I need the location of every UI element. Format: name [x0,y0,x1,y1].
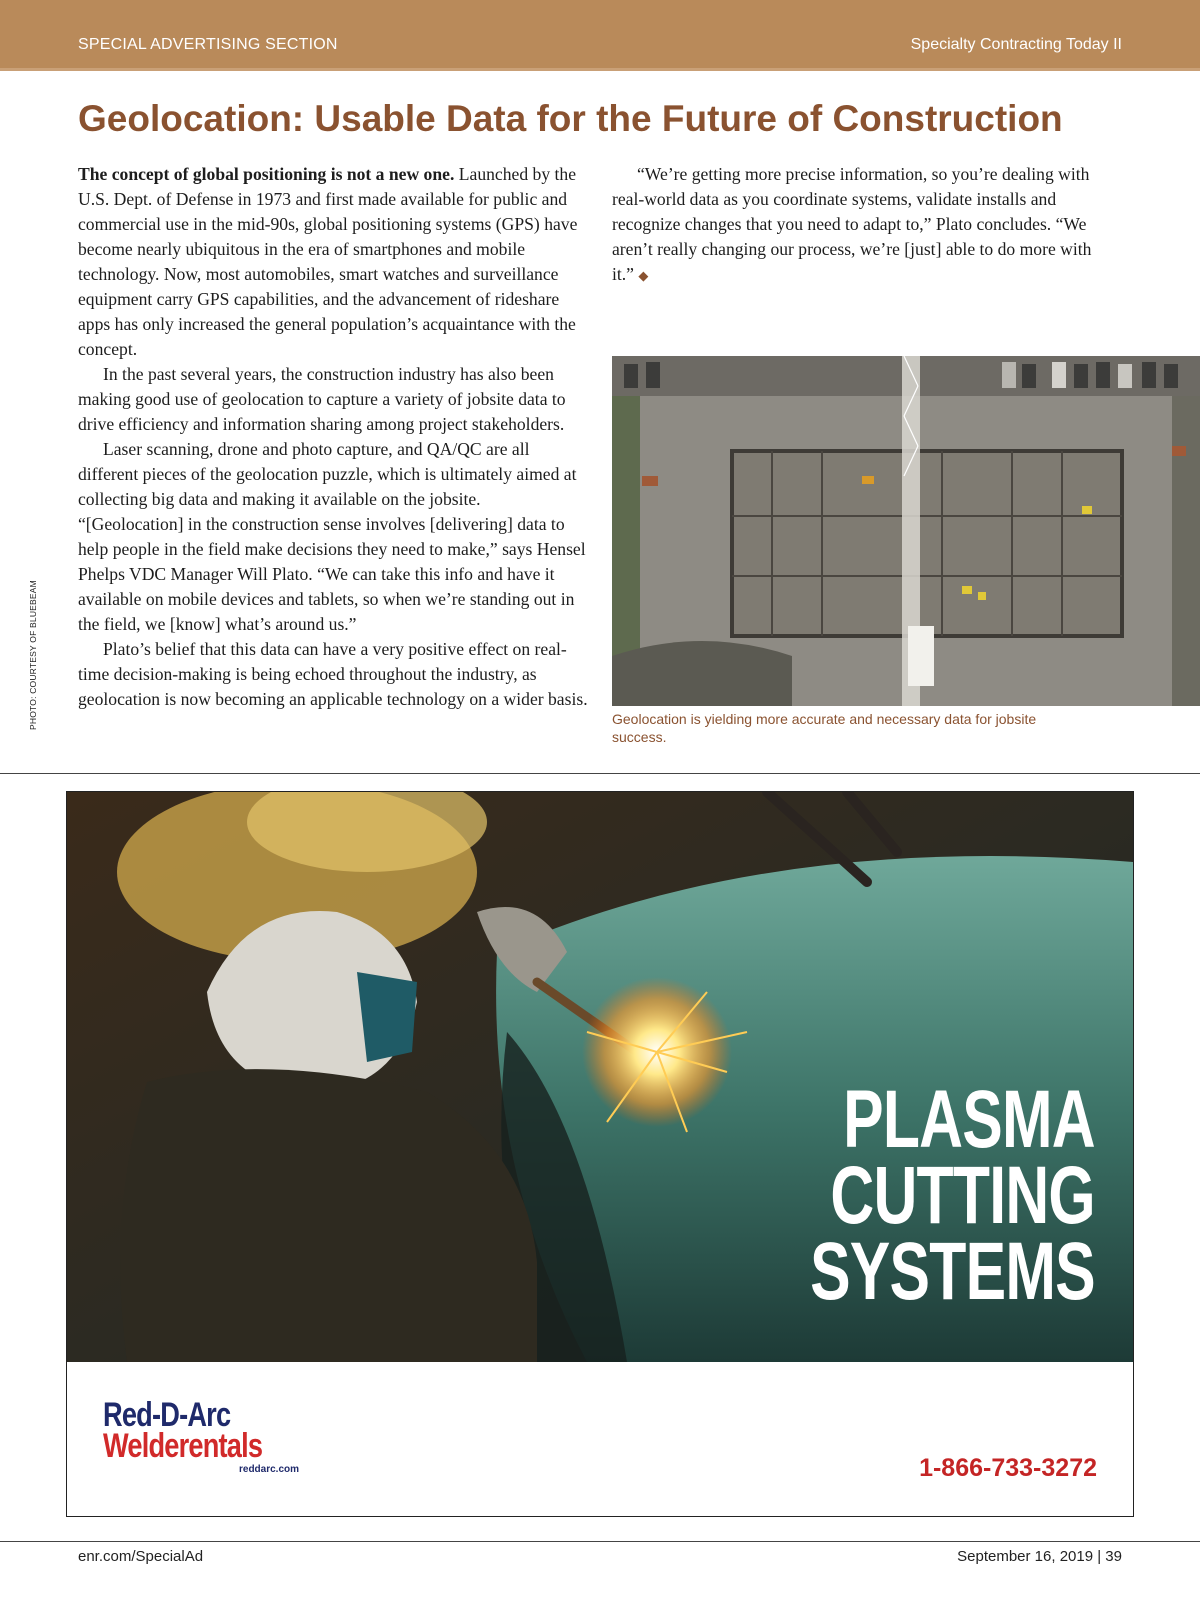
advertisement [66,791,1134,1517]
footer-url: enr.com/SpecialAd [78,1548,204,1565]
article-title: Geolocation: Usable Data for the Future of Construction [78,98,1063,139]
phone-number: 1-866-733-3272 [919,1454,1097,1482]
paragraph-5-text: “We’re getting more precise information, so you’re dealing with real-world data as you coordinate systems, validate installs and recognize changes that you need to adapt to,” Plato concludes. “We aren’t really changing our process, we’re [just] able to do more with it.” [612,164,1092,284]
lead-in: The concept of global positioning is not a new one. [78,164,455,184]
photo-caption: Geolocation is yielding more accurate and necessary data for jobsite success. [612,711,1037,745]
ad-headline-line-2: CUTTING [830,1150,1095,1241]
header-band [0,0,1200,71]
paragraph-3: Laser scanning, drone and photo capture, and QA/QC are all different pieces of the geolocation puzzle, which is ultimately aimed at collecting big data and making it available on the jobsite. “[Geolocation] in the construction sense involves [delivering] data to help people in the field make decisions they need to make,” says Hensel Phelps VDC Manager Will Plato. “We can take this info and have it available on mobile devices and tablets, so when we’re standing out in the field, we [know] what’s around us.” [78,439,586,634]
paragraph-4: Plato’s belief that this data can have a very positive effect on real-time decision-making is being echoed throughout the industry, as geolocation is now becoming an applicable technology on a wider basis. [78,639,588,709]
footer-rule [0,1541,1200,1542]
paragraph-1 [78,162,588,362]
publication-label: Specialty Contracting Today II [910,36,1122,53]
brand-name-line-1: Red-D-Arc [103,1396,231,1434]
end-mark-icon: ◆ [638,268,649,283]
paragraph-5 [612,162,1112,288]
photo-credit: PHOTO: COURTESY OF BLUEBEAM [28,580,38,730]
article-column-right [612,162,1112,288]
section-divider [0,773,1200,774]
ad-headline-line-1: PLASMA [843,1074,1095,1165]
paragraph-1-text: Launched by the U.S. Dept. of Defense in 1973 and first made available for public and commercial use in the mid-90s, global positioning systems (GPS) have become nearly ubiquitous in the era of smartphones and mobile technology. Now, most automobiles, smart watches and surveillance equipment carry GPS capabilities, and the advancement of rideshare apps has only increased the general population’s acquaintance with the concept. [78,164,578,359]
brand-logo [103,1396,302,1475]
ad-headline [810,1074,1095,1317]
footer-date-page: September 16, 2019 | 39 [957,1548,1122,1565]
brand-url: reddarc.com [239,1464,300,1475]
ad-headline-line-3: SYSTEMS [810,1226,1095,1317]
jobsite-aerial-photo [612,356,1200,706]
paragraph-2: In the past several years, the construction industry has also been making good use of geolocation to capture a variety of jobsite data to drive efficiency and information sharing among project stakeholders. [78,364,566,434]
section-label: SPECIAL ADVERTISING SECTION [78,36,338,53]
article-column-left [78,162,588,712]
brand-name-line-2: Welderentals [103,1427,263,1465]
